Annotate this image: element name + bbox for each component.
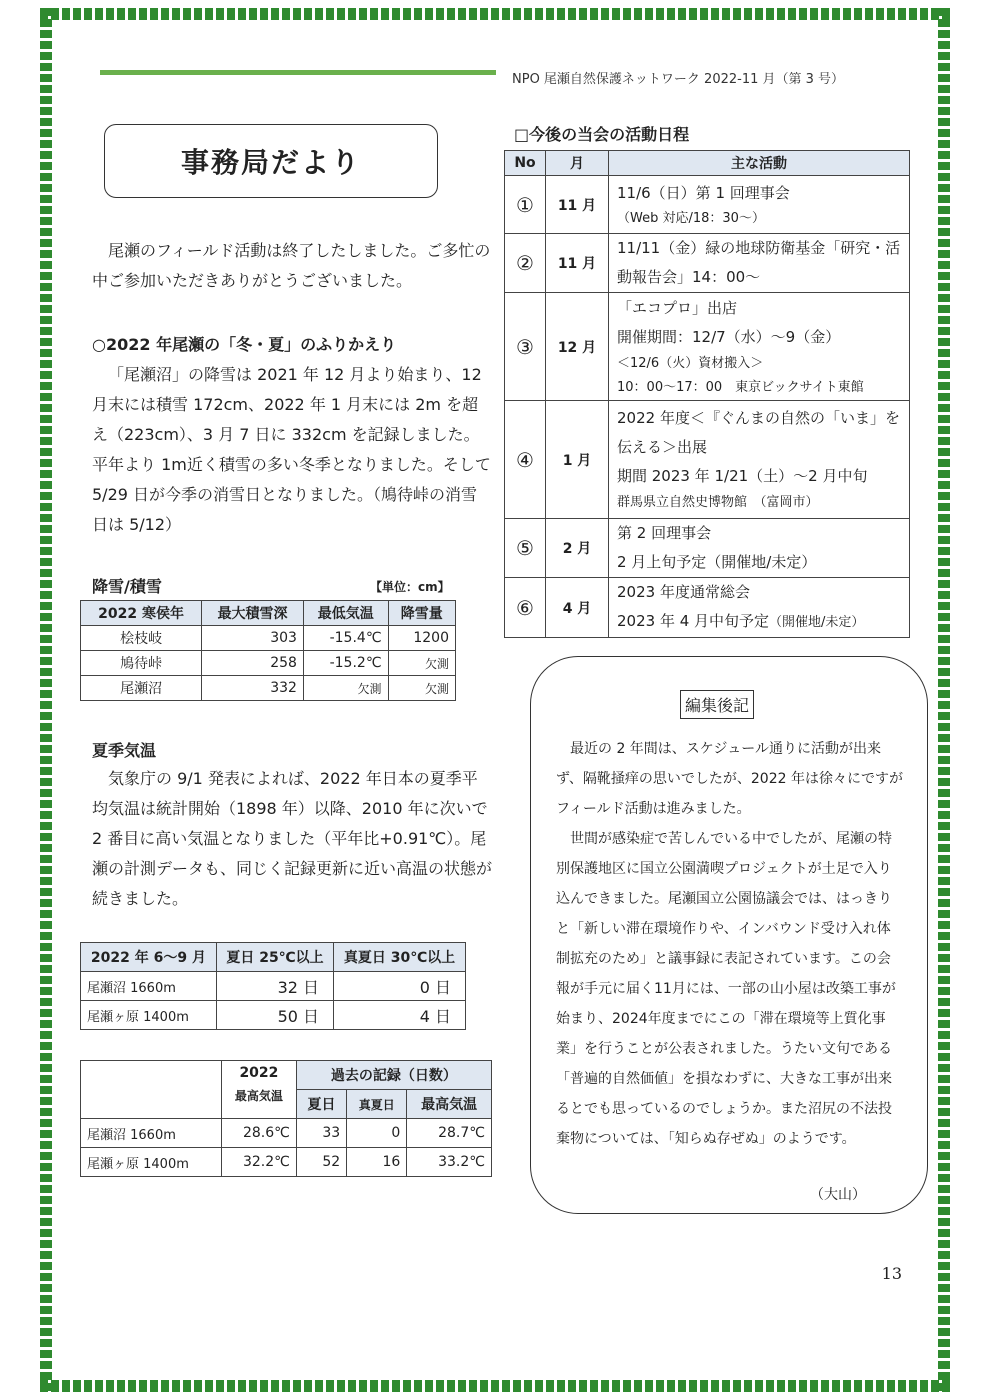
activity-line: 期間 2023 年 1/21（土）～2 月中旬: [617, 467, 868, 485]
table-corner: [81, 1061, 222, 1119]
table-row: [81, 1001, 466, 1030]
schedule-month: 12 月: [546, 293, 609, 401]
table-cell: 0: [347, 1119, 407, 1148]
activity-note: 10：00～17：00 東京ビックサイト東館: [617, 379, 864, 395]
schedule-activity: [609, 176, 910, 234]
activity-line: 11/11（金）緑の地球防衛基金「研究・活動報告会」14：00～: [617, 239, 901, 286]
schedule-no: ③: [505, 293, 546, 401]
table-cell: 1200: [388, 626, 455, 651]
table-cell: 303: [202, 626, 304, 651]
table-header: 最高気温: [407, 1090, 492, 1119]
editor-signature: （大山）: [810, 1187, 866, 1203]
table-cell: 332: [202, 676, 304, 701]
schedule-table: [504, 150, 910, 638]
schedule-activity: [609, 401, 910, 519]
record-table: [80, 1060, 492, 1177]
activity-note: （Web 対応/18：30～）: [617, 211, 765, 226]
activity-line: [617, 607, 901, 637]
schedule-month: 4 月: [546, 578, 609, 638]
activity-line: 11/6（日）第 1 回理事会: [617, 184, 790, 202]
table-header-row: [81, 601, 456, 626]
review-heading: ○2022 年尾瀬の「冬・夏」のふりかえり: [92, 335, 397, 354]
schedule-activity: [609, 234, 910, 293]
table-cell: 28.7℃: [407, 1119, 492, 1148]
table-header: 降雪量: [388, 601, 455, 626]
table-header: [221, 1061, 296, 1119]
activity-line: 「エコプロ」出店: [617, 298, 738, 317]
activity-line: 第 2 回理事会: [617, 524, 712, 542]
table-cell: 欠測: [388, 676, 455, 701]
table-header: 最大積雪深: [202, 601, 304, 626]
schedule-no: ①: [505, 176, 546, 234]
table-cell: 尾瀬ヶ原 1400m: [81, 1148, 222, 1177]
table-cell: 32 日: [216, 972, 333, 1001]
table-header: 2022 年 6～9 月: [81, 943, 217, 972]
table-cell: 欠測: [388, 651, 455, 676]
table-row: [81, 626, 456, 651]
summer-heading: 夏季気温: [92, 741, 157, 760]
table-header-row: [505, 151, 910, 176]
table-header: 2022 寒侯年: [81, 601, 202, 626]
table-cell: 16: [347, 1148, 407, 1177]
border-right: [938, 8, 950, 1392]
border-bottom: [40, 1380, 950, 1392]
snow-table-heading: 降雪/積雪: [92, 577, 162, 596]
table-cell: 鳩待峠: [81, 651, 202, 676]
table-header: 真夏日 30℃以上: [334, 943, 466, 972]
table-header: 最低気温: [303, 601, 388, 626]
table-row: [81, 1119, 492, 1148]
activity-line-text: 2023 年 4 月中旬予定: [617, 612, 770, 630]
table-cell: 258: [202, 651, 304, 676]
table-cell: 0 日: [334, 972, 466, 1001]
activity-line: 2023 年度通常総会: [617, 583, 750, 601]
table-cell: 尾瀬沼: [81, 676, 202, 701]
table-cell: 33: [296, 1119, 346, 1148]
schedule-no: ④: [505, 401, 546, 519]
activity-line: 開催期間：12/7（水）～9（金）: [617, 327, 841, 346]
table-cell: -15.4℃: [303, 626, 388, 651]
editor-paragraph: 世間が感染症で苦しんでいる中でしたが、尾瀬の特別保護地区に国立公園満喫プロジェクトが土足で入り込んできました。尾瀬国立公園協議会では、はっきりと「新しい滞在環境作りや、インバウンド受け入れ体制拡充のため」と議事録に表記されています。この会報が手元に届く11月には、一部の山小屋は改築工事が始まり、2024年度までにこの「滞在環境等上質化事業」を行うことが公表されました。うたい文句である「普遍的自然価値」を損なわずに、大きな工事が出来るとでも思っているのでしょうか。また沼尻の不法投棄物については、「知らぬ存ぜぬ」のようです。: [556, 831, 896, 1147]
table-cell: 32.2℃: [221, 1148, 296, 1177]
table-cell: 尾瀬沼 1660m: [81, 972, 217, 1001]
summer-table: [80, 942, 466, 1030]
schedule-no: ⑤: [505, 519, 546, 578]
snow-table: [80, 600, 456, 701]
table-header: 夏日: [296, 1090, 346, 1119]
table-row: [81, 972, 466, 1001]
schedule-month: 11 月: [546, 234, 609, 293]
table-row: [505, 293, 910, 401]
table-cell: 50 日: [216, 1001, 333, 1030]
table-cell: 欠測: [303, 676, 388, 701]
table-cell: 52: [296, 1148, 346, 1177]
schedule-no: ⑥: [505, 578, 546, 638]
table-cell: 桧枝岐: [81, 626, 202, 651]
activity-note: 群馬県立自然史博物館 （富岡市）: [617, 495, 819, 510]
schedule-activity: [609, 578, 910, 638]
snow-table-unit: 【単位：cm】: [370, 580, 450, 594]
border-top: [40, 8, 950, 20]
table-cell: 4 日: [334, 1001, 466, 1030]
table-row: [505, 401, 910, 519]
activity-note: （開催地/未定）: [769, 615, 865, 630]
col-2022: 2022: [239, 1065, 279, 1081]
schedule-title: □今後の当会の活動日程: [514, 125, 690, 144]
snow-paragraph: 「尾瀬沼」の降雪は 2021 年 12 月より始まり、12 月末には積雪 172cm、2022 年 1 月末には 2m を超え（223cm）、3 月 7 日に 332cm を記録しました。平年より 1m近く積雪の多い冬季となりました。そして 5/29 日が今季の消雪日となりました。（鳩待峠の消雪日は 5/12）: [92, 365, 491, 534]
table-row: [81, 676, 456, 701]
table-header: 主な活動: [609, 151, 910, 176]
schedule-month: 2 月: [546, 519, 609, 578]
intro-paragraph: 尾瀬のフィールド活動は終了したしました。ご多忙の中ご参加いただきありがとうございました。: [92, 241, 491, 290]
table-row: [505, 234, 910, 293]
col-max: 最高気温: [234, 1089, 283, 1103]
table-row: [505, 176, 910, 234]
table-header: 真夏日: [347, 1090, 407, 1119]
table-cell: 尾瀬ヶ原 1400m: [81, 1001, 217, 1030]
editor-note-title: 編集後記: [680, 690, 754, 719]
table-cell: 尾瀬沼 1660m: [81, 1119, 222, 1148]
activity-note: ＜12/6（火）資材搬入＞: [617, 355, 764, 371]
header-rule: [100, 70, 496, 75]
table-row: [505, 578, 910, 638]
border-left: [40, 8, 52, 1392]
table-header: No: [505, 151, 546, 176]
table-row: [81, 1148, 492, 1177]
table-cell: -15.2℃: [303, 651, 388, 676]
schedule-month: 11 月: [546, 176, 609, 234]
table-cell: 33.2℃: [407, 1148, 492, 1177]
editor-paragraph: 最近の 2 年間は、スケジュール通りに活動が出来ず、隔靴掻痒の思いでしたが、2022 年は徐々にですがフィールド活動は進みました。: [556, 741, 903, 817]
table-header: 夏日 25℃以上: [216, 943, 333, 972]
schedule-activity: [609, 293, 910, 401]
header-text: NPO 尾瀬自然保護ネットワーク 2022-11 月（第 3 号）: [512, 72, 845, 87]
table-row: [81, 651, 456, 676]
summer-paragraph: 気象庁の 9/1 発表によれば、2022 年日本の夏季平均気温は統計開始（1898 年）以降、2010 年に次いで 2 番目に高い気温となりました（平年比+0.91℃）。尾瀬の計測データも、同じく記録更新に近い高温の状態が続きました。: [92, 769, 493, 908]
page-title: 事務局だより: [104, 124, 438, 198]
table-header-row: [81, 1061, 492, 1090]
table-header: 月: [546, 151, 609, 176]
table-header: 過去の記録（日数）: [296, 1061, 491, 1090]
schedule-activity: [609, 519, 910, 578]
table-row: [505, 519, 910, 578]
activity-line: 2 月上旬予定（開催地/未定）: [617, 553, 817, 571]
activity-line: 2022 年度＜『ぐんまの自然の「いま」を伝える＞出展: [617, 409, 900, 456]
table-cell: 28.6℃: [221, 1119, 296, 1148]
editor-note-text: [556, 734, 904, 1154]
page-number: 13: [881, 1264, 902, 1283]
schedule-no: ②: [505, 234, 546, 293]
table-header-row: [81, 943, 466, 972]
schedule-month: 1 月: [546, 401, 609, 519]
